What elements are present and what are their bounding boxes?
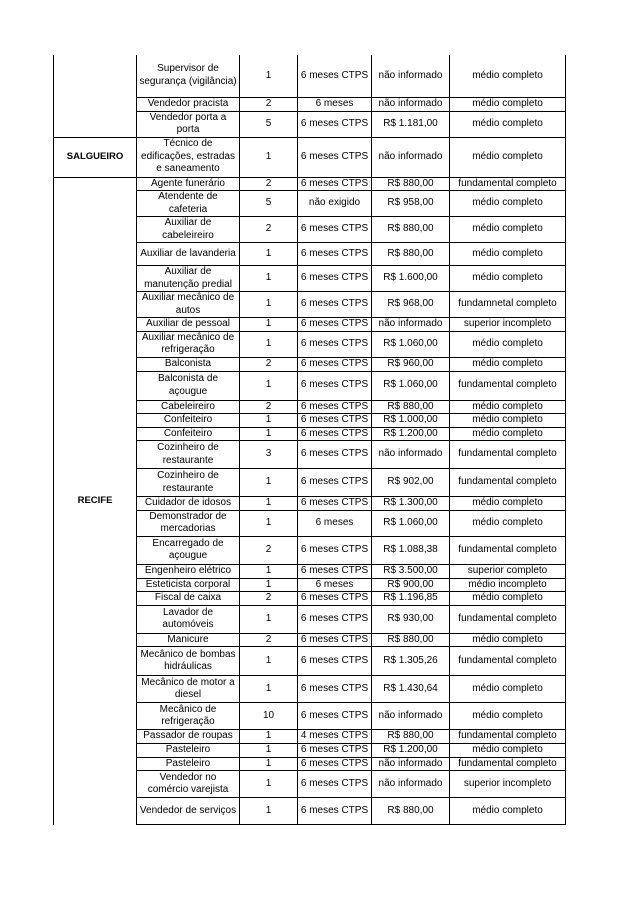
vacancies-cell: 1 xyxy=(240,266,298,292)
vacancies-cell: 1 xyxy=(240,497,298,511)
salary-cell: R$ 930,00 xyxy=(372,605,450,633)
education-cell: médio completo xyxy=(450,191,566,217)
education-cell: superior incompleto xyxy=(450,318,566,332)
experience-cell: 6 meses CTPS xyxy=(298,217,372,243)
occupation-cell: Auxiliar de lavanderia xyxy=(137,243,240,266)
vacancies-cell: 1 xyxy=(240,292,298,318)
occupation-cell: Balconista de açougue xyxy=(137,371,240,400)
occupation-cell: Técnico de edificações, estradas e saneamento xyxy=(137,137,240,177)
occupation-cell: Vendedor no comércio varejista xyxy=(137,771,240,798)
occupation-cell: Lavador de automóveis xyxy=(137,605,240,633)
experience-cell: 6 meses CTPS xyxy=(298,744,372,758)
experience-cell: 6 meses xyxy=(298,578,372,592)
vacancies-cell: 1 xyxy=(240,605,298,633)
salary-cell: R$ 1.305,26 xyxy=(372,647,450,676)
education-cell: médio completo xyxy=(450,592,566,606)
vacancies-cell: 2 xyxy=(240,357,298,371)
education-cell: médio incompleto xyxy=(450,578,566,592)
salary-cell: R$ 880,00 xyxy=(372,633,450,647)
salary-cell: R$ 880,00 xyxy=(372,730,450,744)
salary-cell: R$ 960,00 xyxy=(372,357,450,371)
occupation-cell: Passador de roupas xyxy=(137,730,240,744)
education-cell: médio completo xyxy=(450,414,566,428)
vacancies-cell: 1 xyxy=(240,243,298,266)
education-cell: médio completo xyxy=(450,217,566,243)
occupation-cell: Cabeleireiro xyxy=(137,400,240,414)
occupation-cell: Manicure xyxy=(137,633,240,647)
experience-cell: 6 meses CTPS xyxy=(298,592,372,606)
occupation-cell: Auxiliar mecânico de autos xyxy=(137,292,240,318)
experience-cell: 6 meses CTPS xyxy=(298,414,372,428)
salary-cell: R$ 1.200,00 xyxy=(372,744,450,758)
experience-cell: 4 meses CTPS xyxy=(298,730,372,744)
vacancies-cell: 2 xyxy=(240,633,298,647)
education-cell: fundamental completo xyxy=(450,177,566,191)
salary-cell: R$ 1.300,00 xyxy=(372,497,450,511)
occupation-cell: Balconista xyxy=(137,357,240,371)
salary-cell: não informado xyxy=(372,703,450,730)
experience-cell: 6 meses CTPS xyxy=(298,757,372,771)
occupation-cell: Auxiliar de pessoal xyxy=(137,318,240,332)
education-cell: médio completo xyxy=(450,510,566,536)
education-cell: superior completo xyxy=(450,564,566,578)
education-cell: fundamental completo xyxy=(450,371,566,400)
salary-cell: R$ 880,00 xyxy=(372,400,450,414)
salary-cell: R$ 1.000,00 xyxy=(372,414,450,428)
experience-cell: 6 meses CTPS xyxy=(298,469,372,497)
salary-cell: R$ 1.200,00 xyxy=(372,427,450,441)
vacancies-cell: 1 xyxy=(240,564,298,578)
experience-cell: 6 meses CTPS xyxy=(298,266,372,292)
education-cell: fundamnetal completo xyxy=(450,292,566,318)
salary-cell: R$ 3.500,00 xyxy=(372,564,450,578)
occupation-cell: Auxiliar de manutenção predial xyxy=(137,266,240,292)
education-cell: médio completo xyxy=(450,243,566,266)
education-cell: fundamental completo xyxy=(450,647,566,676)
experience-cell: 6 meses CTPS xyxy=(298,243,372,266)
experience-cell: 6 meses CTPS xyxy=(298,177,372,191)
city-cell: SALGUEIRO xyxy=(54,137,137,177)
vacancies-cell: 1 xyxy=(240,318,298,332)
education-cell: médio completo xyxy=(450,633,566,647)
salary-cell: não informado xyxy=(372,757,450,771)
salary-cell: R$ 880,00 xyxy=(372,798,450,825)
vacancies-cell: 1 xyxy=(240,331,298,357)
salary-cell: R$ 1.181,00 xyxy=(372,111,450,137)
salary-cell: R$ 958,00 xyxy=(372,191,450,217)
education-cell: médio completo xyxy=(450,798,566,825)
city-cell: RECIFE xyxy=(54,177,137,825)
city-cell xyxy=(54,55,137,137)
education-cell: médio completo xyxy=(450,97,566,111)
occupation-cell: Engenheiro elétrico xyxy=(137,564,240,578)
vacancies-cell: 1 xyxy=(240,771,298,798)
education-cell: fundamental completo xyxy=(450,536,566,564)
vacancies-cell: 5 xyxy=(240,191,298,217)
salary-cell: R$ 968,00 xyxy=(372,292,450,318)
education-cell: médio completo xyxy=(450,703,566,730)
education-cell: superior incompleto xyxy=(450,771,566,798)
experience-cell: 6 meses CTPS xyxy=(298,676,372,703)
vacancies-cell: 2 xyxy=(240,400,298,414)
occupation-cell: Auxiliar mecânico de refrigeração xyxy=(137,331,240,357)
education-cell: médio completo xyxy=(450,266,566,292)
experience-cell: 6 meses CTPS xyxy=(298,703,372,730)
occupation-cell: Pasteleiro xyxy=(137,757,240,771)
experience-cell: 6 meses CTPS xyxy=(298,536,372,564)
vacancies-cell: 1 xyxy=(240,757,298,771)
salary-cell: R$ 1.060,00 xyxy=(372,371,450,400)
experience-cell: 6 meses CTPS xyxy=(298,633,372,647)
experience-cell: 6 meses CTPS xyxy=(298,331,372,357)
salary-cell: não informado xyxy=(372,771,450,798)
salary-cell: R$ 1.060,00 xyxy=(372,331,450,357)
experience-cell: não exigido xyxy=(298,191,372,217)
education-cell: médio completo xyxy=(450,676,566,703)
vacancies-cell: 1 xyxy=(240,137,298,177)
vacancies-cell: 1 xyxy=(240,730,298,744)
vacancies-cell: 2 xyxy=(240,97,298,111)
education-cell: médio completo xyxy=(450,331,566,357)
experience-cell: 6 meses CTPS xyxy=(298,357,372,371)
education-cell: médio completo xyxy=(450,744,566,758)
salary-cell: não informado xyxy=(372,441,450,469)
experience-cell: 6 meses CTPS xyxy=(298,564,372,578)
table-row xyxy=(54,177,566,191)
education-cell: fundamental completo xyxy=(450,441,566,469)
experience-cell: 6 meses CTPS xyxy=(298,137,372,177)
occupation-cell: Mecânico de motor a diesel xyxy=(137,676,240,703)
vacancies-cell: 1 xyxy=(240,427,298,441)
education-cell: médio completo xyxy=(450,427,566,441)
vacancies-cell: 1 xyxy=(240,414,298,428)
occupation-cell: Pasteleiro xyxy=(137,744,240,758)
salary-cell: R$ 902,00 xyxy=(372,469,450,497)
education-cell: fundamental completo xyxy=(450,730,566,744)
salary-cell: R$ 1.060,00 xyxy=(372,510,450,536)
education-cell: médio completo xyxy=(450,111,566,137)
education-cell: médio completo xyxy=(450,55,566,97)
occupation-cell: Supervisor de segurança (vigilância) xyxy=(137,55,240,97)
occupation-cell: Auxiliar de cabeleireiro xyxy=(137,217,240,243)
education-cell: fundamental completo xyxy=(450,469,566,497)
vacancies-cell: 2 xyxy=(240,217,298,243)
education-cell: fundamental completo xyxy=(450,757,566,771)
job-vacancies-table xyxy=(53,55,566,825)
table-row xyxy=(54,137,566,177)
vacancies-cell: 10 xyxy=(240,703,298,730)
education-cell: médio completo xyxy=(450,497,566,511)
occupation-cell: Vendedor pracista xyxy=(137,97,240,111)
salary-cell: R$ 1.088,38 xyxy=(372,536,450,564)
salary-cell: R$ 880,00 xyxy=(372,177,450,191)
experience-cell: 6 meses CTPS xyxy=(298,647,372,676)
education-cell: médio completo xyxy=(450,400,566,414)
vacancies-cell: 1 xyxy=(240,798,298,825)
occupation-cell: Mecânico de refrigeração xyxy=(137,703,240,730)
salary-cell: não informado xyxy=(372,97,450,111)
experience-cell: 6 meses xyxy=(298,510,372,536)
occupation-cell: Vendedor porta a porta xyxy=(137,111,240,137)
experience-cell: 6 meses CTPS xyxy=(298,427,372,441)
salary-cell: R$ 1.196,85 xyxy=(372,592,450,606)
occupation-cell: Vendedor de serviços xyxy=(137,798,240,825)
experience-cell: 6 meses CTPS xyxy=(298,441,372,469)
experience-cell: 6 meses CTPS xyxy=(298,400,372,414)
occupation-cell: Atendente de cafeteria xyxy=(137,191,240,217)
occupation-cell: Mecânico de bombas hidráulicas xyxy=(137,647,240,676)
experience-cell: 6 meses CTPS xyxy=(298,55,372,97)
occupation-cell: Cozinheiro de restaurante xyxy=(137,441,240,469)
experience-cell: 6 meses CTPS xyxy=(298,605,372,633)
education-cell: fundamental completo xyxy=(450,605,566,633)
experience-cell: 6 meses CTPS xyxy=(298,371,372,400)
vacancies-cell: 1 xyxy=(240,510,298,536)
occupation-cell: Fiscal de caixa xyxy=(137,592,240,606)
vacancies-cell: 5 xyxy=(240,111,298,137)
vacancies-cell: 2 xyxy=(240,536,298,564)
occupation-cell: Agente funerário xyxy=(137,177,240,191)
vacancies-cell: 3 xyxy=(240,441,298,469)
experience-cell: 6 meses CTPS xyxy=(298,318,372,332)
occupation-cell: Confeiteiro xyxy=(137,427,240,441)
occupation-cell: Esteticista corporal xyxy=(137,578,240,592)
table-row xyxy=(54,55,566,97)
salary-cell: não informado xyxy=(372,55,450,97)
salary-cell: R$ 1.600,00 xyxy=(372,266,450,292)
salary-cell: R$ 880,00 xyxy=(372,217,450,243)
experience-cell: 6 meses CTPS xyxy=(298,292,372,318)
experience-cell: 6 meses CTPS xyxy=(298,497,372,511)
vacancies-cell: 1 xyxy=(240,647,298,676)
vacancies-cell: 1 xyxy=(240,578,298,592)
occupation-cell: Confeiteiro xyxy=(137,414,240,428)
vacancies-cell: 2 xyxy=(240,592,298,606)
vacancies-cell: 1 xyxy=(240,55,298,97)
salary-cell: R$ 1.430,64 xyxy=(372,676,450,703)
salary-cell: não informado xyxy=(372,318,450,332)
salary-cell: R$ 900,00 xyxy=(372,578,450,592)
education-cell: médio completo xyxy=(450,137,566,177)
occupation-cell: Cuidador de idosos xyxy=(137,497,240,511)
salary-cell: não informado xyxy=(372,137,450,177)
salary-cell: R$ 880,00 xyxy=(372,243,450,266)
experience-cell: 6 meses xyxy=(298,97,372,111)
experience-cell: 6 meses CTPS xyxy=(298,798,372,825)
table-body xyxy=(54,55,566,825)
occupation-cell: Cozinheiro de restaurante xyxy=(137,469,240,497)
vacancies-cell: 1 xyxy=(240,676,298,703)
education-cell: médio completo xyxy=(450,357,566,371)
vacancies-cell: 1 xyxy=(240,371,298,400)
occupation-cell: Demonstrador de mercadorias xyxy=(137,510,240,536)
vacancies-cell: 2 xyxy=(240,177,298,191)
experience-cell: 6 meses CTPS xyxy=(298,771,372,798)
vacancies-cell: 1 xyxy=(240,744,298,758)
experience-cell: 6 meses CTPS xyxy=(298,111,372,137)
occupation-cell: Encarregado de açougue xyxy=(137,536,240,564)
vacancies-cell: 1 xyxy=(240,469,298,497)
